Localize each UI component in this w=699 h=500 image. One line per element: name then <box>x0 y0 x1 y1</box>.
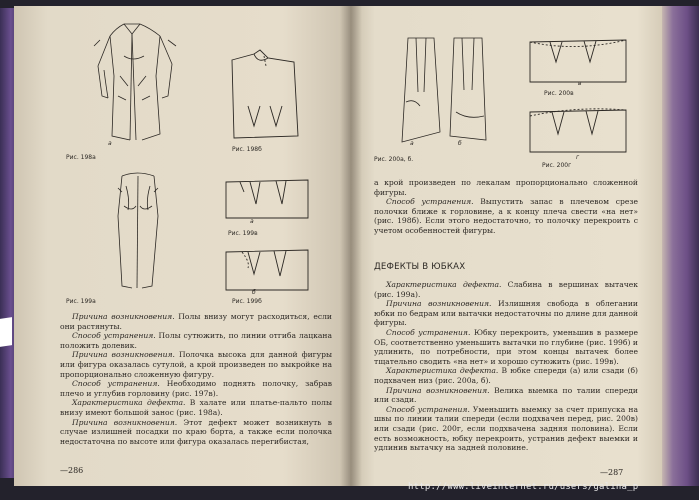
right-paragraph-1: Характеристика дефекта. Слабина в вершинах вытачек (рис. 199а). <box>374 280 638 299</box>
skirt-illustration-199a <box>92 166 182 294</box>
right-paragraph-5: Причина возникновения. Велика выемка по талии спереди или сзади. <box>374 385 638 405</box>
caption-fig-199v: Рис. 199в <box>228 230 258 237</box>
left-paragraph-2: Способ устранения. Полы сутюжить, по линии отгиба лацкана положить долевик. <box>60 331 332 350</box>
caption-letter-a-200: а <box>410 140 414 147</box>
right-paragraph-top-2: Способ устранения. Выпустить запас в плечевом срезе полочки ближе к горловине, а к концу плеча свести «на нет» (рис. 198б). Если этого недостаточно, то полочку перекроить с учетом особенностей фигуры. <box>374 197 638 235</box>
caption-fig-200g: Рис. 200г <box>542 162 572 169</box>
right-paragraph-2: Причина возникновения. Излишняя свобода в облегании юбки по бедрам или вытачки недостаточны по длине для данной фигуры. <box>374 299 638 328</box>
skirt-pattern-200g <box>526 102 632 162</box>
right-paragraph-top-1: а крой произведен по лекалам пропорционально сложенной фигуры. <box>374 178 638 197</box>
caption-letter-a-199: а <box>250 218 254 225</box>
coat-illustration-198a <box>80 16 192 146</box>
watermark-url: http://www.liveinternet.ru/users/galina_p <box>408 482 639 492</box>
left-paragraph-1: Причина возникновения. Полы внизу могут расходиться, если они растянуты. <box>60 312 332 331</box>
right-page-top-text <box>374 178 638 236</box>
bodice-pattern-198b <box>224 46 306 142</box>
caption-letter-b-200: б <box>458 140 462 147</box>
caption-fig-200ab: Рис. 200а, б. <box>374 156 414 163</box>
caption-fig-198a: Рис. 198а <box>66 154 96 161</box>
book-cover-right-edge <box>659 6 699 486</box>
right-paragraph-3: Способ устранения. Юбку перекроить, уменьшив в размере ОБ, соответственно уменьшить вытачки по глубине (рис. 199б) и удлинить, по потребности, при этом концы вытачек более тщательно сводить «на нет» и хорошо сутюжить (рис. 199в). <box>374 327 638 366</box>
skirt-pattern-199b-2 <box>220 238 316 298</box>
left-paragraph-3: Причина возникновения. Полочка высока для данной фигуры или фигура оказалась сутулой, а крой произведен по выкройке на пропорционально сложенную фигуру. <box>60 350 332 379</box>
left-paragraph-4: Способ устранения. Необходимо поднять полочку, забрав плечо и углубив горловину (рис. 197в). <box>60 379 332 398</box>
caption-letter-g: г <box>576 154 580 161</box>
caption-fig-200v: Рис. 200в <box>544 90 574 97</box>
left-paragraph-5: Характеристика дефекта. В халате или платье-пальто полы внизу имеют большой занос (рис. 198а). <box>60 398 332 417</box>
book-gutter <box>340 6 362 486</box>
right-paragraph-6: Способ устранения. Уменьшить выемку за счет припуска на швы по линии талии спереди (если подхвачен перед, рис. 200в) или сзади (рис. 200г, если подхвачена задняя половина). Если есть возможность, юбку перекроить, устранив дефект выемки и удлинив вытачку на задней половине. <box>374 404 638 453</box>
left-page-number: —286 <box>60 466 84 475</box>
right-page-body-text <box>374 280 638 453</box>
left-page <box>14 6 350 486</box>
caption-letter-v: в <box>578 80 582 87</box>
section-heading: ДЕФЕКТЫ В ЮБКАХ <box>374 262 466 272</box>
left-paragraph-6: Причина возникновения. Этот дефект может возникнуть в случае излишней посадки по краю борта, а также если полочка недостаточна по высоте или фигура оказалась перегибистая, <box>60 417 332 446</box>
skirt-pattern-199b <box>220 170 316 224</box>
left-page-body-text <box>60 312 332 446</box>
right-paragraph-4: Характеристика дефекта. В юбке спереди (а) или сзади (б) подхвачен низ (рис. 200а, б). <box>374 366 638 385</box>
skirt-illustration-200ab <box>394 32 504 152</box>
caption-fig-198b: Рис. 198б <box>232 146 262 153</box>
right-page-number: —287 <box>600 468 624 477</box>
caption-letter-b-199: б <box>252 289 256 296</box>
right-page <box>350 6 662 486</box>
bookmark-tab <box>0 317 12 347</box>
caption-fig-199b: Рис. 199б <box>232 298 262 305</box>
caption-fig-199a: Рис. 199а <box>66 298 96 305</box>
caption-letter-a: а <box>108 140 112 147</box>
